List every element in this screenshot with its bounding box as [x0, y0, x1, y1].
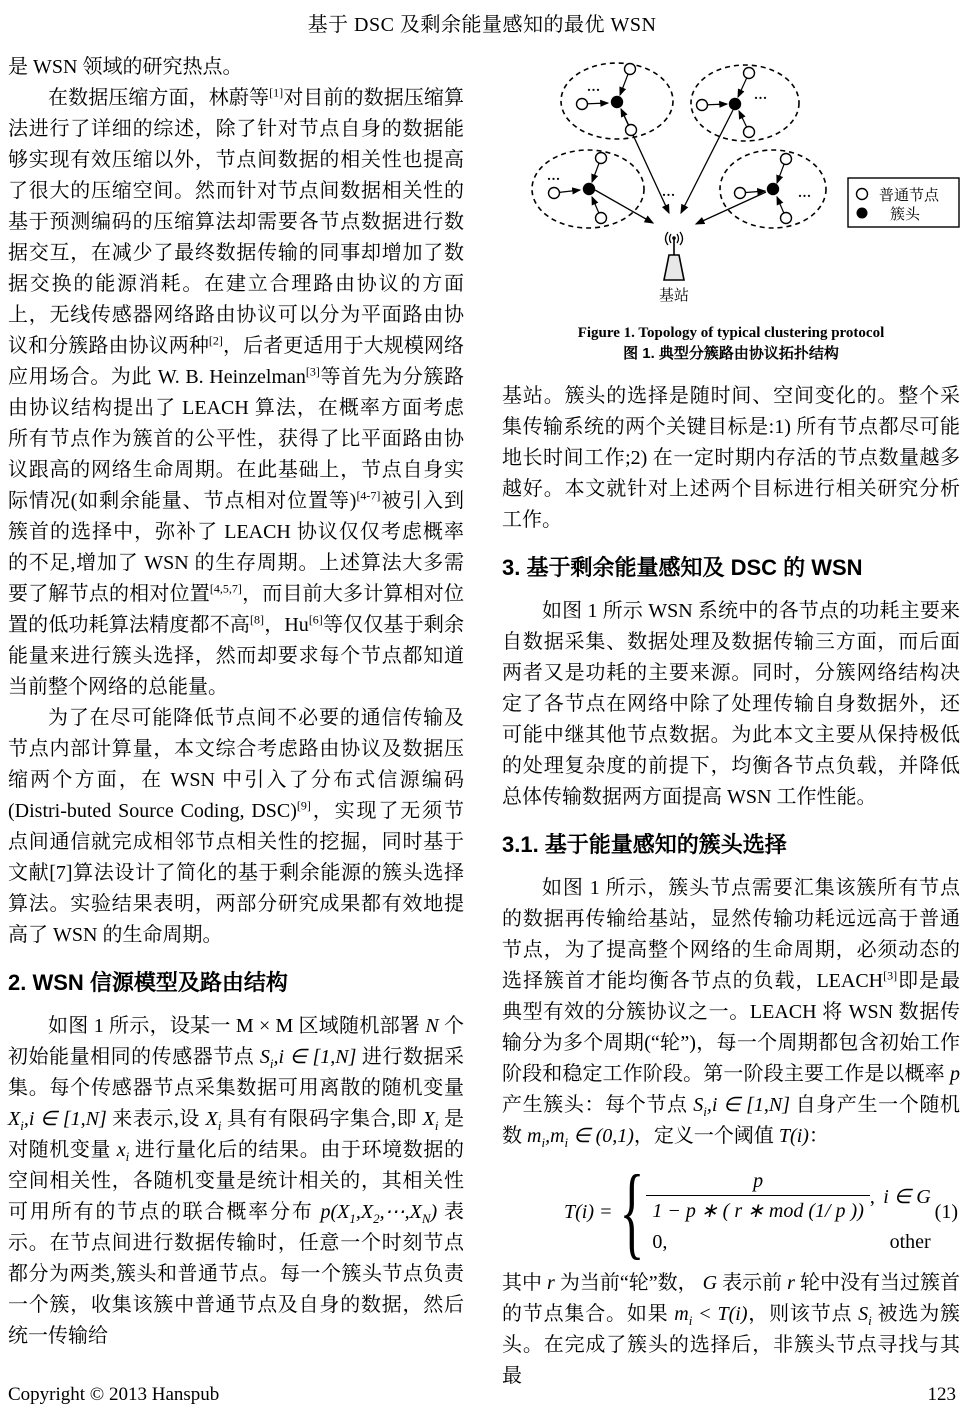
section-heading: 3.1. 基于能量感知的簇头选择	[502, 832, 787, 857]
equation-1	[502, 1154, 960, 1269]
uplink-arrows	[595, 109, 766, 224]
footer-page-number: 123	[927, 1384, 956, 1405]
right-column-text-lower	[502, 1268, 960, 1392]
normal-node-icon	[596, 153, 607, 164]
normal-node-icon	[577, 99, 588, 110]
normal-node-icon	[744, 68, 755, 79]
left-column	[8, 52, 464, 1352]
paragraph: 是 WSN 领域的研究热点。	[8, 56, 243, 78]
right-column	[502, 42, 960, 1392]
figure-caption-en: Figure 1. Topology of typical clustering protocol	[577, 325, 885, 341]
page-title: 基于 DSC 及剩余能量感知的最优 WSN	[307, 14, 657, 36]
section-heading: 2. WSN 信源模型及路由结构	[8, 970, 288, 995]
equation-lhs: T(i) =	[564, 1200, 613, 1223]
base-station-icon	[664, 232, 684, 280]
equation-comma: ,	[869, 1186, 875, 1209]
right-column-text-upper	[502, 381, 960, 1152]
cluster-head-icon	[611, 96, 623, 108]
equation-condition-2: other	[889, 1231, 931, 1254]
paragraph: 在数据压缩方面，林蔚等[1]对目前的数据压缩算法进行了详细的综述，除了针对节点自身的数据能够实现有效压缩以外，节点间数据的相关性也提高了很大的压缩空间。然而针对节点间数据相关性的基于预测编码的压缩算法却需要各节点数据进行数据交互，在减少了最终数据传输的同事却增加了数据交换的能源消耗。在建立合理路由协议的方面上，无线传感器网络路由协议可以分为平面路由协议和分簇路由协议两种[2]，后者更适用于大规模网络应用场合。为此 W. B. Heinzelman[3]等首先为分簇路由协议结构提出了 LEACH 算法，在概率方面考虑所有节点作为簇首的公平性，获得了比平面路由协议跟高的网络生命周期。在此基础上，节点自身实际情况(如剩余能量、节点相对位置等)[4-7]被引入到簇首的选择中，弥补了 LEACH 协议仅仅考虑概率的不足,增加了 WSN 的生存周期。上述算法大多需要了解节点的相对位置[4,5,7]，而目前大多计算相对位置的低功耗算法精度都不高[8]，Hu[6]等仅仅基于剩余能量来进行簇头选择，然而却要求每个节点都知道当前整个网络的总能量。	[8, 85, 465, 698]
left-column-text	[8, 52, 464, 1352]
cluster	[561, 63, 673, 139]
paragraph: 其中 r 为当前“轮”数， G 表示前 r 轮中没有当过簇首的节点集合。如果 $m_i < T(i)$，则该节点 $S_i$ 被选为簇头。在完成了簇头的选择后，非簇头节点寻找与其最	[502, 1272, 961, 1388]
normal-node-icon	[781, 154, 792, 165]
legend-cluster-head-label: 簇头	[890, 207, 921, 223]
ellipsis: ...	[587, 80, 601, 95]
paragraph: 为了在尽可能降低节点间不必要的通信传输及节点内部计算量，本文综合考虑路由协议及数据压缩两个方面，在 WSN 中引入了分布式信源编码(Distri-buted Source Coding, DSC)[9]，实现了无须节点间通信就完成相邻节点相关性的挖掘，同时基于文献[7]算法设计了简化的基于剩余能源的簇头选择算法。实验结果表明，两部分研究成果都有效地提高了 WSN 的生命周期。	[8, 707, 465, 946]
normal-node-icon	[596, 213, 607, 224]
figure-1	[502, 42, 960, 381]
topology-diagram	[502, 42, 960, 308]
figure-legend	[848, 178, 959, 227]
normal-node-icon	[549, 188, 560, 199]
fraction-numerator: p	[753, 1170, 764, 1193]
cluster-head-icon	[857, 208, 868, 219]
ellipsis: ...	[798, 186, 812, 201]
legend-normal-node-label: 普通节点	[879, 188, 940, 204]
paragraph: 基站。簇头的选择是随时间、空间变化的。整个采集传输系统的两个关键目标是:1) 所有节点都尽可能地长时间工作;2) 在一定时期内存活的节点数量越多越好。本文就针对上述两个目标进行相关研究分析工作。	[502, 385, 960, 531]
cluster	[720, 150, 826, 228]
paragraph: 如图 1 所示，簇头节点需要汇集该簇所有节点的数据再传输给基站，显然传输功耗远远高于普通节点，为了提高整个网络的生命周期，必须动态的选择簇首才能均衡各节点的负载，LEACH[3]即是最典型有效的分簇协议之一。LEACH 将 WSN 数据传输分为多个周期(“轮”)，每一个周期都包含初始工作阶段和稳定工作阶段。第一阶段主要工作是以概率 p 产生簇头：每个节点 $S_i,i$ ∈ [1,N] 自身产生一个随机数 $m_i,m_i$ ∈ (0,1)，定义一个阈值 T(i)：	[502, 877, 961, 1150]
cluster-head-icon	[583, 183, 595, 195]
normal-node-icon	[625, 64, 636, 75]
ellipsis: ...	[547, 169, 561, 184]
normal-node-icon	[781, 213, 792, 224]
figure-caption-zh: 图 1. 典型分簇路由协议拓扑结构	[623, 345, 839, 362]
cluster-head-icon	[767, 183, 779, 195]
equation-fraction	[646, 1170, 869, 1223]
cluster	[532, 150, 644, 228]
normal-node-icon	[744, 127, 755, 138]
equation-condition-1: i ∈ G	[883, 1186, 931, 1209]
cluster-head-icon	[729, 98, 741, 110]
paragraph: 如图 1 所示，设某一 M × M 区域随机部署 N 个初始能量相同的传感器节点 $S_i,i$ ∈ [1,N] 进行数据采集。每个传感器节点采集数据可用离散的随机变量 $X_i,i$ ∈ [1,N] 来表示,设 $X_i$ 具有有限码字集合,即 $X_i$ 是对随机变量 $x_i$ 进行量化后的结果。由于环境数据的空间相关性，各随机变量是统计相关的，其相关性可用所有的节点的联合概率分布 $p(X_1,X_2,\cdots,X_N)$ 表示。在节点间进行数据传输时，任意一个时刻节点都分为两类,簇头和普通节点。每一个簇头节点负责一个簇，收集该簇中普通节点及自身的数据，然后统一传输给	[8, 1015, 465, 1347]
ellipsis: ...	[662, 185, 676, 200]
normal-node-icon	[697, 100, 708, 111]
fraction-denominator: 1 − p ∗ ( r ∗ mod (1/ p ))	[646, 1195, 869, 1223]
section-heading: 3. 基于剩余能量感知及 DSC 的 WSN	[502, 555, 863, 580]
cluster	[691, 65, 799, 141]
equation-number: (1)	[934, 1200, 958, 1223]
normal-node-icon	[626, 125, 637, 136]
footer-copyright: Copyright © 2013 Hanspub	[8, 1384, 220, 1405]
ellipsis: ...	[754, 88, 768, 103]
base-station-label: 基站	[658, 288, 690, 304]
normal-node-icon	[857, 189, 868, 200]
figure-caption	[502, 323, 960, 365]
equation-case-2: 0,	[652, 1231, 668, 1254]
paragraph: 如图 1 所示 WSN 系统中的各节点的功耗主要来自数据采集、数据处理及数据传输三方面，而后面两者又是功耗的主要来源。同时，分簇网络结构决定了各节点在网络中除了处理传输自身数据外，还可能中继其他节点数据。为此本文主要从保持极低的处理复杂度的前提下，均衡各节点负载，并降低总体传输数据两方面提高 WSN 工作性能。	[502, 600, 960, 808]
equation-brace: {	[618, 1154, 644, 1269]
normal-node-icon	[735, 188, 746, 199]
